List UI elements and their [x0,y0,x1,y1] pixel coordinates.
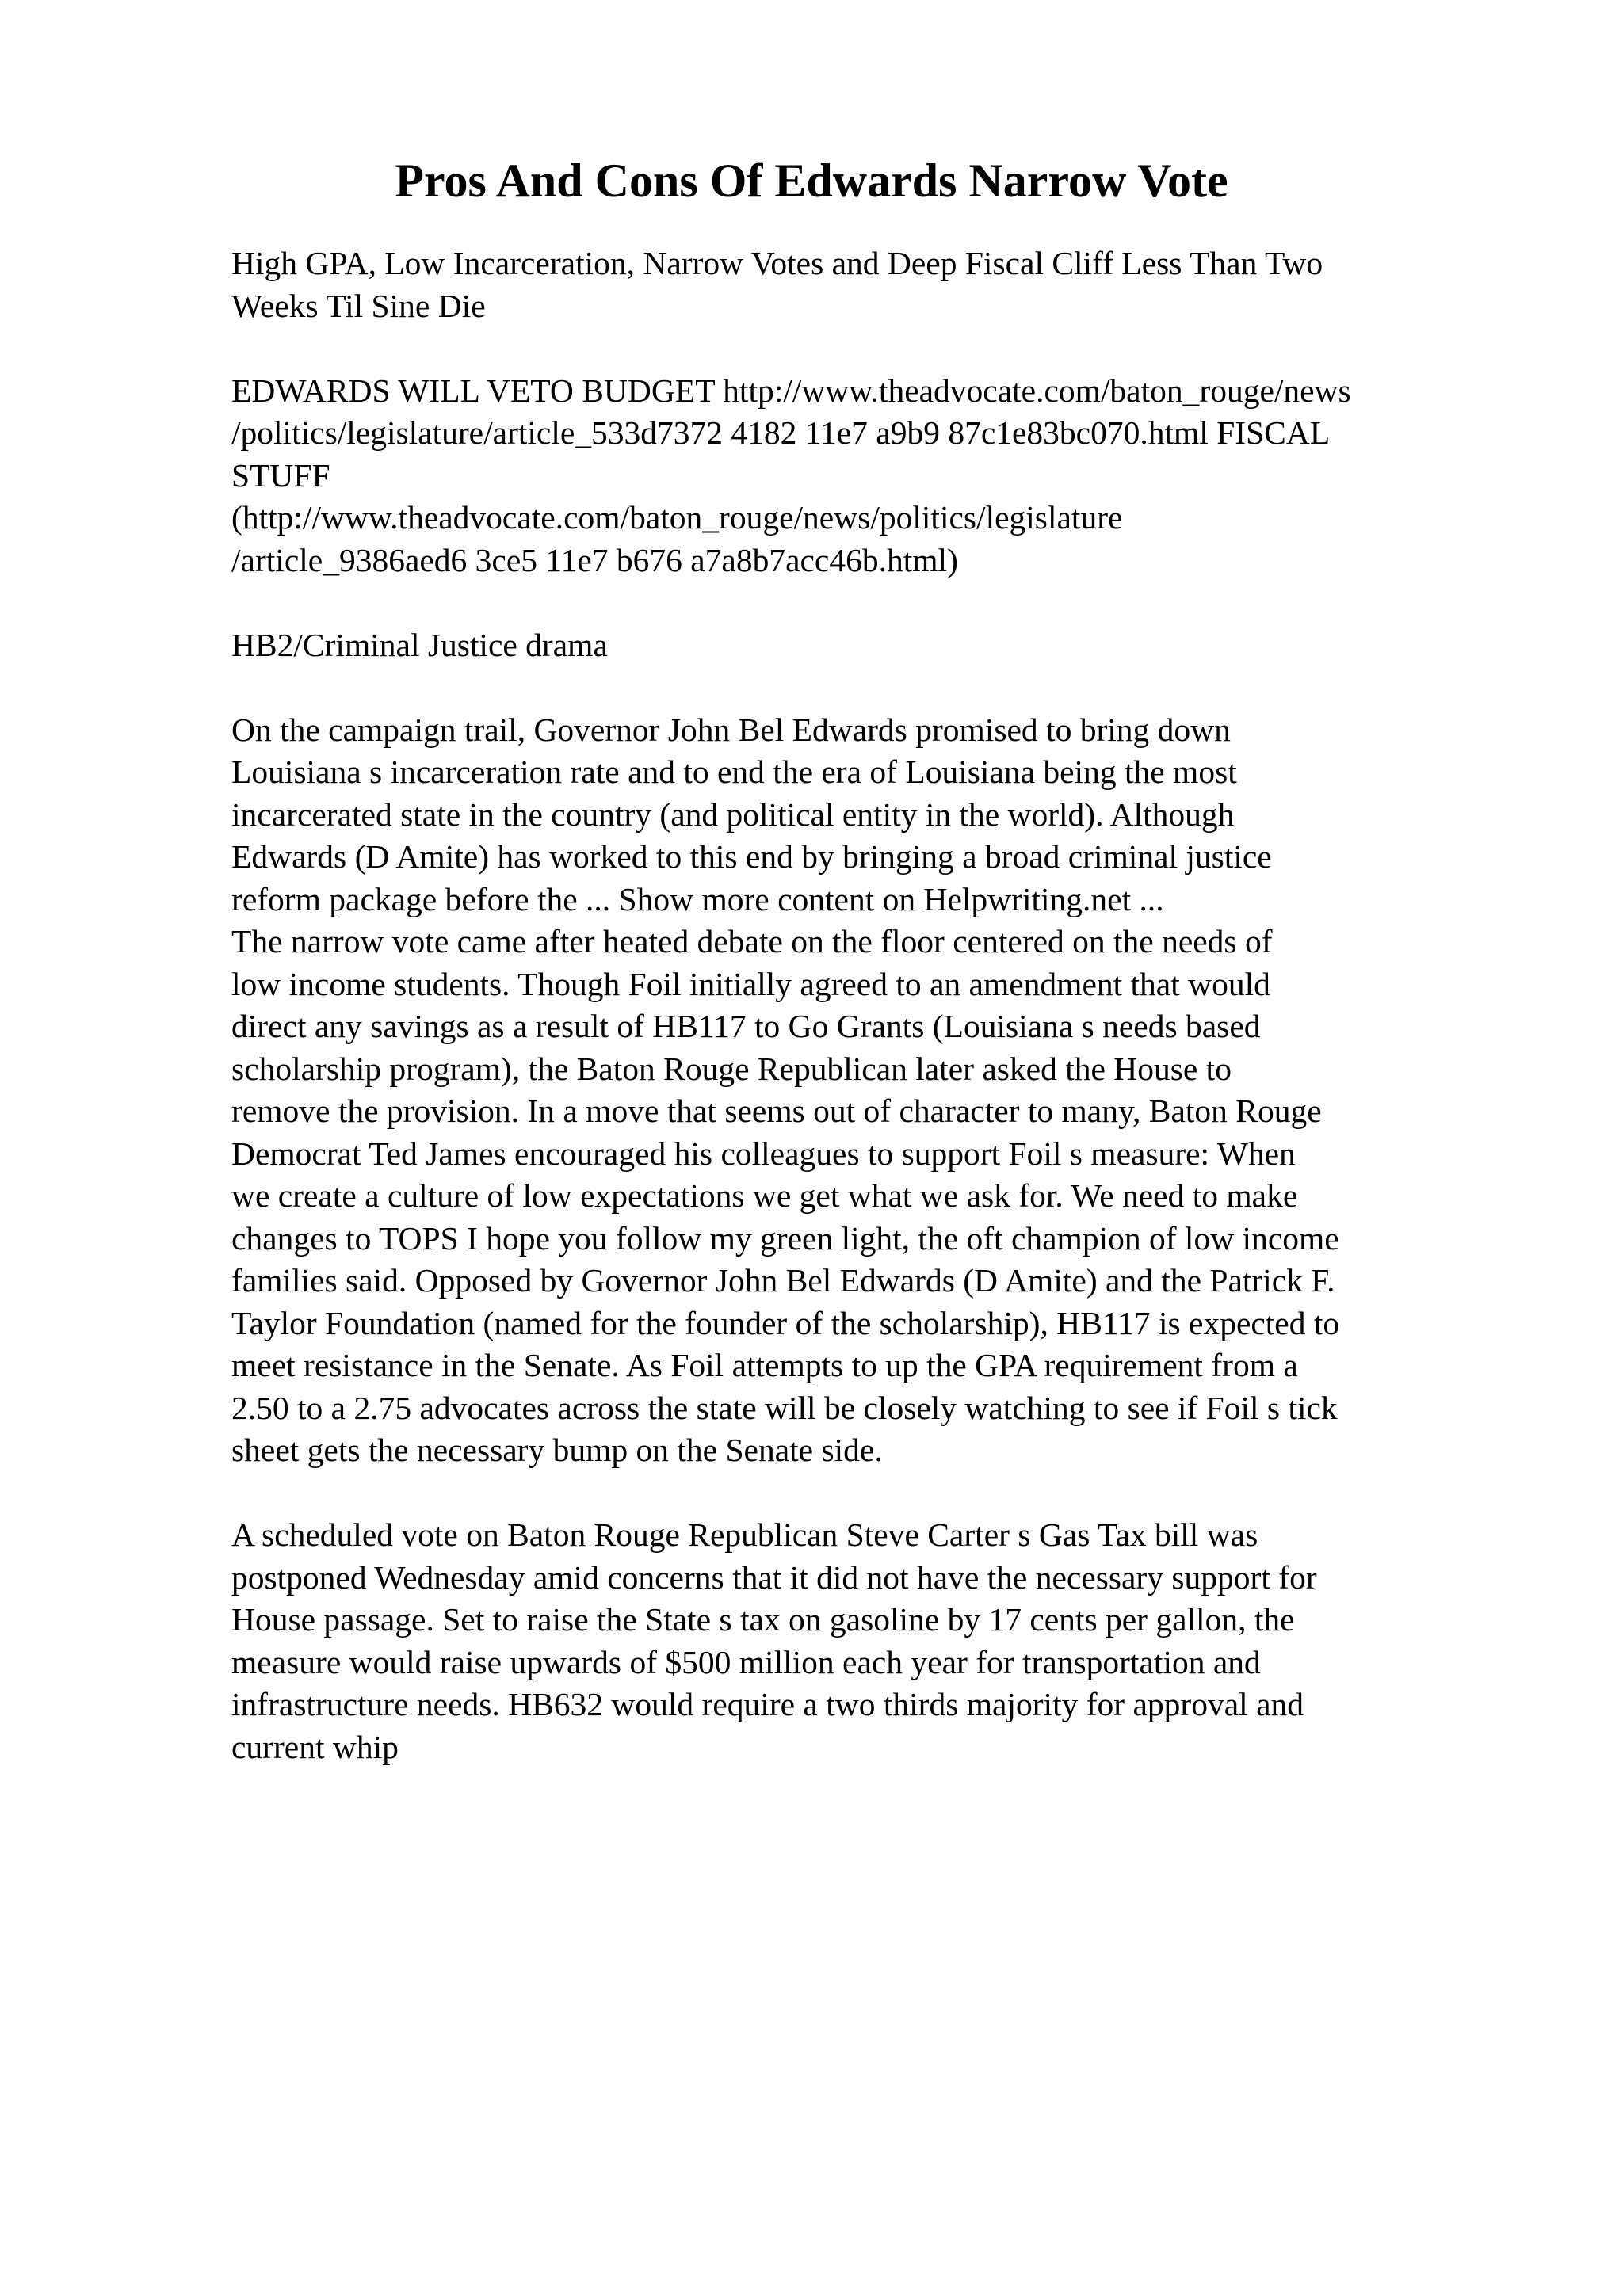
paragraph [231,242,1515,327]
text-line: Democrat Ted James encouraged his colleagues to support Foil s measure: When [231,1135,1296,1172]
text-line: reform package before the ... Show more content on Helpwriting.net ... [231,880,1164,917]
text-line: incarcerated state in the country (and political entity in the world). Although [231,795,1235,833]
paragraph [231,709,1515,1472]
text-line: High GPA, Low Incarceration, Narrow Votes and Deep Fiscal Cliff Less Than Two [231,245,1323,281]
text-line: (http://www.theadvocate.com/baton_rouge/news/politics/legislature [231,499,1123,536]
text-line: EDWARDS WILL VETO BUDGET http://www.theadvocate.com/baton_rouge/news [231,372,1351,409]
text-line: /politics/legislature/article_533d7372 4182 11e7 a9b9 87c1e83bc070.html FISCAL [231,414,1331,451]
text-line: On the campaign trail, Governor John Bel Edwards promised to bring down [231,711,1231,748]
paragraph [231,624,1515,667]
text-line: current whip [231,1728,399,1765]
text-line: Edwards (D Amite) has worked to this end by bringing a broad criminal justice [231,838,1272,875]
text-line: Louisiana s incarceration rate and to end the era of Louisiana being the most [231,753,1237,790]
paragraph-gap [231,666,1515,709]
document-body [231,242,1515,1768]
text-line: STUFF [231,456,330,494]
text-line: meet resistance in the Senate. As Foil attempts to up the GPA requirement from a [231,1347,1298,1383]
text-line: low income students. Though Foil initially agreed to an amendment that would [231,965,1270,1002]
paragraph-gap [231,582,1515,624]
text-line: scholarship program), the Baton Rouge Republican later asked the House to [231,1050,1232,1087]
text-line: /article_9386aed6 3ce5 11e7 b676 a7a8b7acc46b.html) [231,541,958,578]
text-line: House passage. Set to raise the State s tax on gasoline by 17 cents per gallon, the [231,1601,1295,1638]
text-line: postponed Wednesday amid concerns that it did not have the necessary support for [231,1558,1317,1596]
text-line: Weeks Til Sine Die [231,287,486,324]
text-line: A scheduled vote on Baton Rouge Republican Steve Carter s Gas Tax bill was [231,1516,1258,1553]
text-line: remove the provision. In a move that seems out of character to many, Baton Rouge [231,1093,1322,1129]
text-line: we create a culture of low expectations we get what we ask for. We need to make [231,1177,1298,1214]
paragraph [231,370,1515,582]
text-line: changes to TOPS I hope you follow my green light, the oft champion of low income [231,1219,1339,1257]
paragraph [231,1514,1515,1768]
text-line: HB2/Criminal Justice drama [231,626,608,663]
text-line: sheet gets the necessary bump on the Senate side. [231,1432,883,1468]
paragraph-gap [231,327,1515,370]
paragraph-gap [231,1472,1515,1515]
text-line: The narrow vote came after heated debate on the floor centered on the needs of [231,923,1273,959]
text-line: direct any savings as a result of HB117 to Go Grants (Louisiana s needs based [231,1008,1261,1044]
text-line: infrastructure needs. HB632 would require a two thirds majority for approval and [231,1686,1304,1722]
text-line: families said. Opposed by Governor John Bel Edwards (D Amite) and the Patrick F. [231,1262,1335,1299]
text-line: measure would raise upwards of $500 million each year for transportation and [231,1643,1261,1680]
text-line: 2.50 to a 2.75 advocates across the state will be closely watching to see if Foil s tick [231,1389,1338,1426]
text-line: Taylor Foundation (named for the founder of the scholarship), HB117 is expected to [231,1304,1340,1341]
document-title: Pros And Cons Of Edwards Narrow Vote [395,154,1228,207]
